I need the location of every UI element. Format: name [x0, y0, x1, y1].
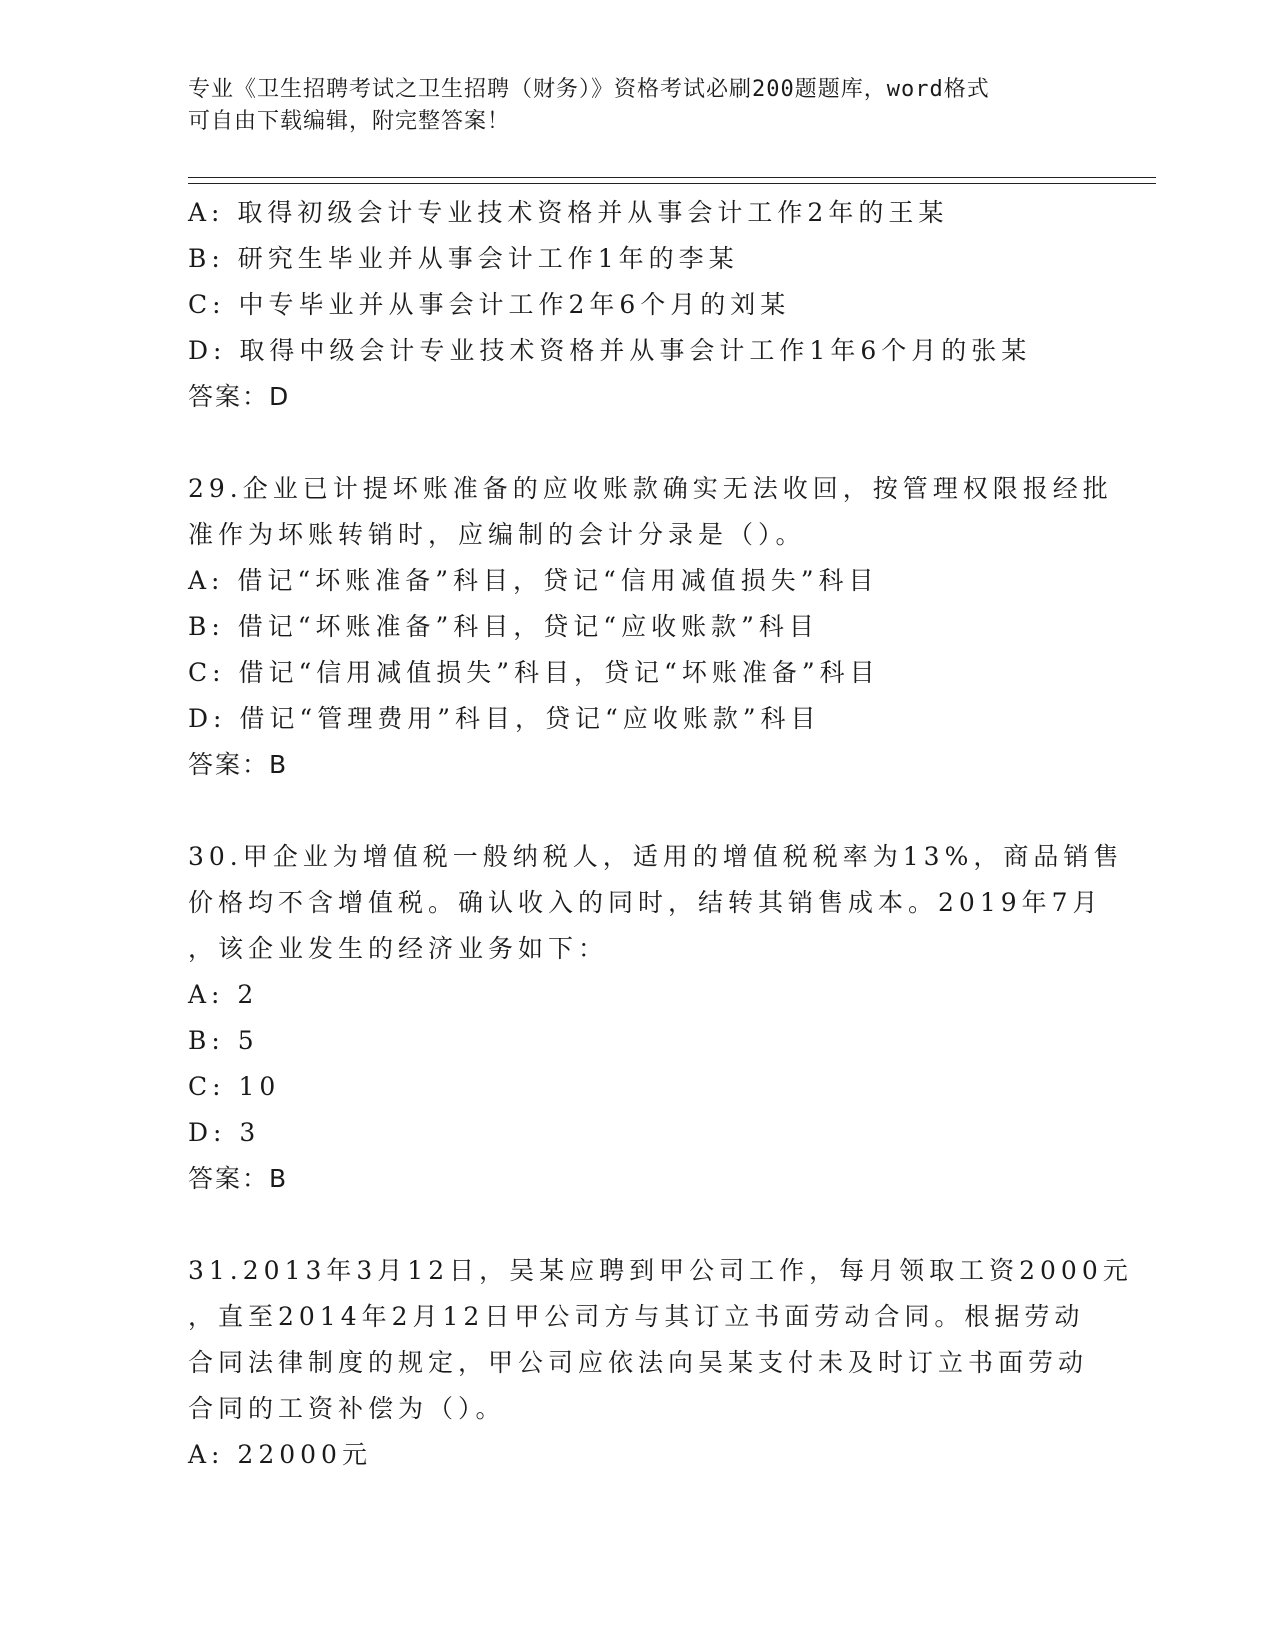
- spacer: [188, 1202, 1088, 1248]
- question-31-option-a: A: 22000元: [188, 1440, 372, 1469]
- question-29-answer: 答案：B: [188, 750, 289, 779]
- question-31: [188, 1248, 1133, 1478]
- header-title-line-1: 专业《卫生招聘考试之卫生招聘（财务）》资格考试必刷200题题库，word格式: [188, 77, 990, 102]
- spacer: [188, 420, 1088, 466]
- question-28-option-c: C: 中专毕业并从事会计工作2年6个月的刘某: [188, 290, 791, 319]
- question-29: [188, 466, 1113, 788]
- header-divider-bottom: [188, 183, 1156, 184]
- question-30-stem-line-1: 30.甲企业为增值税一般纳税人，适用的增值税税率为13%，商品销售: [188, 842, 1124, 871]
- question-31-stem-line-1: 31.2013年3月12日，吴某应聘到甲公司工作，每月领取工资2000元: [188, 1256, 1133, 1285]
- question-28-option-a: A: 取得初级会计专业技术资格并从事会计工作2年的王某: [188, 198, 949, 227]
- question-29-option-a: A: 借记“坏账准备”科目，贷记“信用减值损失”科目: [188, 566, 879, 595]
- question-28: [188, 190, 1088, 420]
- question-28-option-b: B: 研究生毕业并从事会计工作1年的李某: [188, 244, 739, 273]
- question-29-option-c: C: 借记“信用减值损失”科目，贷记“坏账准备”科目: [188, 658, 880, 687]
- question-28-answer: 答案：D: [188, 382, 291, 411]
- question-29-stem-line-1: 29.企业已计提坏账准备的应收账款确实无法收回，按管理权限报经批: [188, 474, 1113, 503]
- question-30-stem-line-3: ，该企业发生的经济业务如下：: [188, 934, 609, 963]
- question-30-option-c: C: 10: [188, 1072, 281, 1101]
- question-30: [188, 834, 1124, 1202]
- spacer: [188, 788, 1088, 834]
- header-title-line-2: 可自由下载编辑，附完整答案！: [188, 109, 511, 134]
- question-31-stem-line-4: 合同的工资补偿为（）。: [188, 1394, 506, 1423]
- question-31-stem-line-2: ，直至2014年2月12日甲公司方与其订立书面劳动合同。根据劳动: [188, 1302, 1085, 1331]
- question-30-option-d: D: 3: [188, 1118, 261, 1147]
- question-31-stem-line-3: 合同法律制度的规定，甲公司应依法向吴某支付未及时订立书面劳动: [188, 1348, 1089, 1377]
- question-30-option-a: A: 2: [188, 980, 259, 1009]
- document-header: [188, 74, 1088, 138]
- question-30-answer: 答案：B: [188, 1164, 289, 1193]
- question-29-option-b: B: 借记“坏账准备”科目，贷记“应收账款”科目: [188, 612, 819, 641]
- header-divider-top: [188, 177, 1156, 178]
- question-30-stem-line-2: 价格均不含增值税。确认收入的同时，结转其销售成本。2019年7月: [188, 888, 1103, 917]
- question-28-option-d: D: 取得中级会计专业技术资格并从事会计工作1年6个月的张某: [188, 336, 1032, 365]
- question-list: [188, 190, 1133, 1478]
- question-29-stem-line-2: 准作为坏账转销时，应编制的会计分录是（）。: [188, 520, 806, 549]
- question-29-option-d: D: 借记“管理费用”科目，贷记“应收账款”科目: [188, 704, 821, 733]
- question-30-option-b: B: 5: [188, 1026, 259, 1055]
